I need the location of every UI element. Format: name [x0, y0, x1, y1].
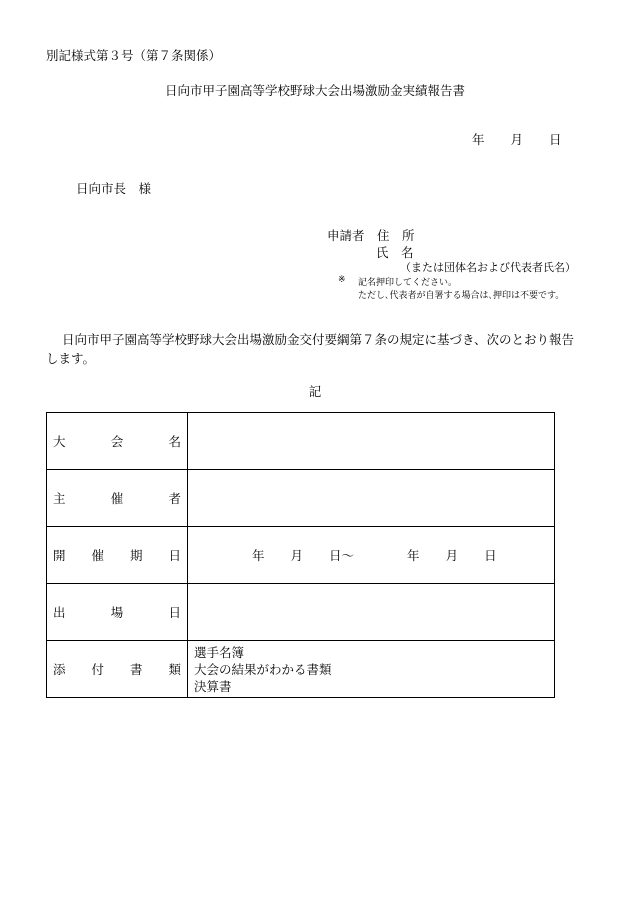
label-char: 場 [110, 605, 124, 620]
applicant-name-note: （または団体名および代表者氏名） [400, 261, 576, 274]
table-row-period [47, 527, 555, 584]
label-char: 者 [168, 491, 181, 506]
label-char: 出 [53, 605, 66, 620]
label-tournament-name [47, 413, 188, 470]
period-year-1: 年 [252, 548, 265, 563]
period-day-2: 日 [484, 548, 497, 563]
label-attachments [47, 641, 188, 698]
label-char: 日 [168, 548, 181, 563]
table-row-appearance-date [47, 584, 555, 641]
seal-note-mark: ※ [338, 275, 346, 285]
table-row-attachments [47, 641, 555, 698]
document-title: 日向市甲子園高等学校野球大会出場激励金実績報告書 [164, 83, 465, 98]
attachment-item: 決算書 [194, 678, 232, 694]
period-month-2: 月 [445, 548, 459, 563]
value-attachments [188, 641, 555, 698]
label-char: 大 [53, 434, 66, 449]
applicant-address-label: 申請者 住 所 [327, 228, 415, 243]
value-organizer[interactable] [188, 470, 555, 527]
seal-note-2: ただし､代表者が自署する場合は､押印は不要です。 [358, 291, 565, 301]
period-year-2: 年 [407, 548, 420, 563]
seal-note-1: 記名押印してください。 [358, 278, 458, 288]
label-char: 会 [110, 434, 124, 449]
attachment-item: 選手名簿 [194, 644, 245, 660]
label-char: 催 [91, 548, 104, 563]
ki-heading: 記 [308, 384, 322, 399]
attachment-item: 大会の結果がわかる書類 [194, 661, 332, 677]
label-char: 類 [168, 662, 181, 677]
label-organizer [47, 470, 188, 527]
label-char: 付 [91, 662, 104, 677]
table-row-organizer [47, 470, 555, 527]
applicant-name-label: 氏 名 [376, 245, 414, 260]
label-char: 添 [53, 662, 66, 677]
date-month: 月 [510, 132, 524, 147]
label-char: 期 [129, 548, 143, 563]
label-char: 書 [129, 662, 143, 677]
label-char: 主 [53, 491, 66, 506]
label-char: 催 [110, 491, 124, 506]
period-month-1: 月 [290, 548, 304, 563]
addressee: 日向市長 様 [76, 181, 152, 196]
value-appearance-date[interactable] [188, 584, 555, 641]
label-char: 名 [168, 434, 181, 449]
date-day: 日 [549, 132, 562, 147]
report-date [472, 130, 562, 148]
value-period[interactable] [188, 527, 555, 584]
report-table [46, 412, 555, 698]
value-tournament-name[interactable] [188, 413, 555, 470]
period-day-1: 日～ [329, 548, 355, 563]
label-appearance-date [47, 584, 188, 641]
label-period [47, 527, 188, 584]
table-row-tournament-name [47, 413, 555, 470]
form-identifier: 別記様式第３号（第７条関係） [46, 48, 222, 63]
date-year: 年 [472, 132, 485, 147]
label-char: 開 [53, 548, 66, 563]
report-body-text: 日向市甲子園高等学校野球大会出場激励金交付要綱第７条の規定に基づき、次のとおり報告します。 [46, 332, 575, 366]
label-char: 日 [168, 605, 181, 620]
